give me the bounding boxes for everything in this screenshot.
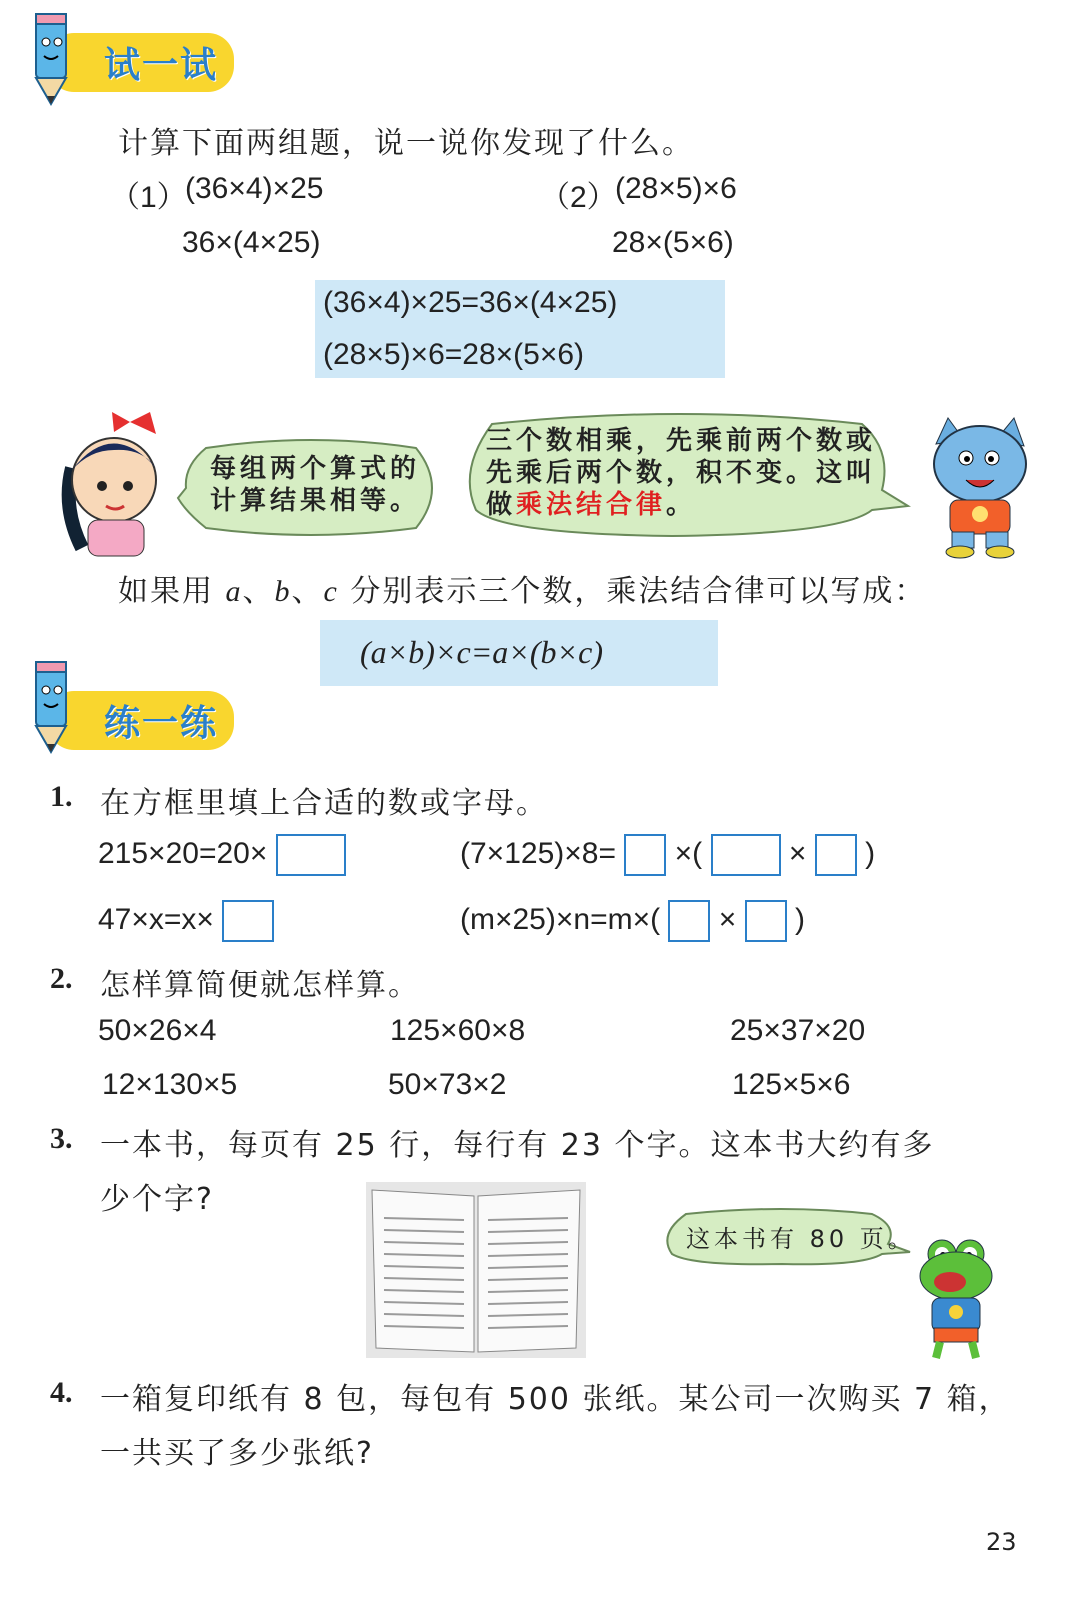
q1-c bbox=[98, 900, 274, 942]
try-section-title: 试一试 bbox=[48, 33, 234, 92]
q1-b bbox=[460, 834, 875, 876]
letters-intro-sep1: 、 bbox=[242, 574, 275, 609]
q1-d-end: ) bbox=[795, 902, 805, 936]
letters-intro-part2: 分别表示三个数，乘法结合律可以写成： bbox=[338, 574, 927, 609]
q1-b-mid1: ×( bbox=[674, 836, 703, 870]
girl-bubble-line1: 每组两个算式的 bbox=[210, 454, 421, 484]
letter-b: b bbox=[274, 575, 292, 608]
q1-d bbox=[460, 900, 805, 942]
q1-a bbox=[98, 834, 346, 876]
group1-label: （1） bbox=[110, 181, 187, 214]
q1-c-expr: 47×x=x× bbox=[98, 902, 214, 936]
associative-law-highlight: 乘法结合律 bbox=[516, 490, 667, 520]
page-number: 23 bbox=[986, 1528, 1017, 1556]
q1-d-prefix: (m×25)×n=m×( bbox=[460, 902, 661, 936]
open-book-icon bbox=[366, 1182, 586, 1358]
practice-section-tag bbox=[18, 656, 234, 756]
cat-line3-suffix: 。 bbox=[666, 490, 697, 520]
blue-cat-character-icon bbox=[920, 414, 1040, 559]
q1-b-mid2: × bbox=[788, 836, 807, 870]
q2-item-3: 25×37×20 bbox=[730, 1014, 866, 1047]
q1-a-expr: 215×20=20× bbox=[98, 836, 268, 870]
q1-number: 1. bbox=[50, 780, 73, 813]
group2-label: （2） bbox=[540, 181, 617, 214]
girl-bubble-line2: 计算结果相等。 bbox=[210, 486, 421, 516]
cat-bubble-line1: 三个数相乘，先乘前两个数或 bbox=[486, 426, 877, 456]
cat-line3-prefix: 做 bbox=[486, 490, 517, 520]
frog-bubble-text: 这本书有 80 页。 bbox=[686, 1225, 916, 1253]
result-line1: (36×4)×25=36×(4×25) bbox=[323, 286, 618, 319]
pencil-mascot-icon bbox=[18, 656, 88, 756]
group1-line2: 36×(4×25) bbox=[182, 226, 321, 259]
q2-text: 怎样算简便就怎样算。 bbox=[100, 968, 420, 1003]
q1-b-prefix: (7×125)×8= bbox=[460, 836, 616, 870]
result-line2: (28×5)×6=28×(5×6) bbox=[323, 338, 585, 371]
q2-number: 2. bbox=[50, 962, 73, 995]
frog-character-icon bbox=[910, 1232, 1000, 1362]
q3-number: 3. bbox=[50, 1122, 73, 1155]
q3-line2: 少个字? bbox=[100, 1182, 214, 1217]
q4-number: 4. bbox=[50, 1376, 73, 1409]
cat-bubble-line2: 先乘后两个数，积不变。这叫 bbox=[486, 458, 877, 488]
q1-a-blank-box[interactable] bbox=[276, 834, 346, 876]
q1-b-blank-box-2[interactable] bbox=[711, 834, 781, 876]
q1-d-mid: × bbox=[718, 902, 737, 936]
q2-item-1: 50×26×4 bbox=[98, 1014, 217, 1047]
letter-formula-box bbox=[320, 620, 718, 686]
girl-character-icon bbox=[52, 408, 172, 558]
q1-c-blank-box[interactable] bbox=[222, 900, 274, 942]
letter-formula: (a×b)×c=a×(b×c) bbox=[360, 634, 603, 670]
result-formula-box bbox=[315, 280, 725, 378]
letter-a: a bbox=[225, 575, 243, 608]
q4-line2: 一共买了多少张纸? bbox=[100, 1436, 374, 1471]
letters-intro-part1: 如果用 bbox=[118, 574, 226, 609]
group2-line1: (28×5)×6 bbox=[615, 172, 737, 205]
q2-item-6: 125×5×6 bbox=[732, 1068, 851, 1101]
q1-b-end: ) bbox=[865, 836, 876, 870]
q1-d-blank-box-2[interactable] bbox=[745, 900, 787, 942]
group2-line2: 28×(5×6) bbox=[612, 226, 734, 259]
letters-intro-sep2: 、 bbox=[291, 574, 324, 609]
q3-line1: 一本书，每页有 25 行，每行有 23 个字。这本书大约有多 bbox=[100, 1128, 935, 1163]
q2-item-4: 12×130×5 bbox=[102, 1068, 238, 1101]
q2-item-5: 50×73×2 bbox=[388, 1068, 507, 1101]
q4-line1: 一箱复印纸有 8 包，每包有 500 张纸。某公司一次购买 7 箱， bbox=[100, 1382, 1011, 1417]
q1-b-blank-box-1[interactable] bbox=[624, 834, 666, 876]
cat-bubble-line3 bbox=[486, 488, 696, 522]
q1-text: 在方框里填上合适的数或字母。 bbox=[100, 786, 548, 821]
letters-intro bbox=[118, 566, 926, 610]
practice-section-title: 练一练 bbox=[48, 691, 234, 750]
try-prompt: 计算下面两组题，说一说你发现了什么。 bbox=[118, 126, 694, 161]
pencil-mascot-icon bbox=[18, 8, 88, 108]
q1-d-blank-box-1[interactable] bbox=[668, 900, 710, 942]
q1-b-blank-box-3[interactable] bbox=[815, 834, 857, 876]
try-section-tag bbox=[18, 12, 234, 112]
letter-c: c bbox=[323, 575, 339, 608]
q2-item-2: 125×60×8 bbox=[390, 1014, 526, 1047]
group1-line1: (36×4)×25 bbox=[185, 172, 324, 205]
